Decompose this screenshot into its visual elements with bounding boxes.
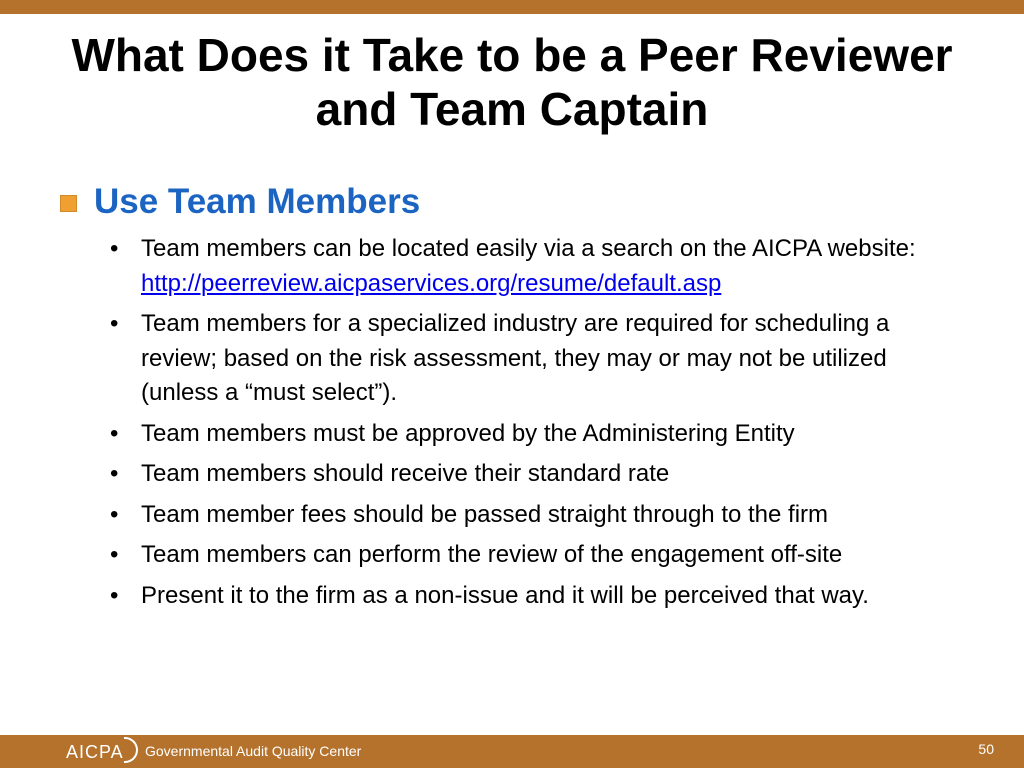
bullet-text: Team member fees should be passed straight through to the firm <box>141 500 829 528</box>
bullet-item <box>60 232 965 301</box>
section-heading-row <box>60 178 980 226</box>
bullet-text: Team members must be approved by the Administering Entity <box>141 419 795 447</box>
slide-title-line-1: What Does it Take to be a Peer Reviewer <box>71 29 953 81</box>
footer-bar <box>0 735 1024 768</box>
bullet-dot-icon: • <box>110 581 119 609</box>
content-section <box>60 178 980 619</box>
bullet-list <box>60 232 965 613</box>
slide-title-line-2: and Team Captain <box>315 83 709 135</box>
bullet-item <box>60 307 965 411</box>
bullet-text: Team members should receive their standard rate <box>141 460 670 487</box>
bullet-item <box>60 457 965 492</box>
bullet-text: Present it to the firm as a non-issue and it will be perceived that way. <box>141 581 869 609</box>
footer-org-name: Governmental Audit Quality Center <box>145 743 362 759</box>
slide-title <box>0 28 1024 136</box>
bullet-dot-icon: • <box>110 419 119 447</box>
section-heading: Use Team Members <box>94 182 421 221</box>
bullet-text: Team members can be located easily via a search on the AICPA website: <box>141 235 916 262</box>
top-accent-bar <box>0 0 1024 14</box>
bullet-dot-icon: • <box>110 541 119 568</box>
bullet-item <box>60 538 965 573</box>
bullet-item <box>60 498 965 533</box>
aicpa-logo <box>60 739 136 765</box>
bullet-dot-icon: • <box>110 460 119 487</box>
bullet-text: Team members for a specialized industry are required for scheduling a review; based on the risk assessment, they may or may not be utilized (unless a “must select”). <box>141 310 890 406</box>
bullet-dot-icon: • <box>110 500 119 528</box>
bullet-dot-icon: • <box>110 310 119 337</box>
resume-search-link[interactable]: http://peerreview.aicpaservices.org/resume/default.asp <box>141 269 722 297</box>
square-bullet-icon <box>60 195 77 212</box>
bullet-text: Team members can perform the review of the engagement off-site <box>141 541 843 568</box>
aicpa-logo-text: AICPA <box>66 741 124 762</box>
page-number: 50 <box>978 741 994 757</box>
bullet-item <box>60 579 965 614</box>
bullet-item <box>60 417 965 452</box>
bullet-dot-icon: • <box>110 235 119 262</box>
